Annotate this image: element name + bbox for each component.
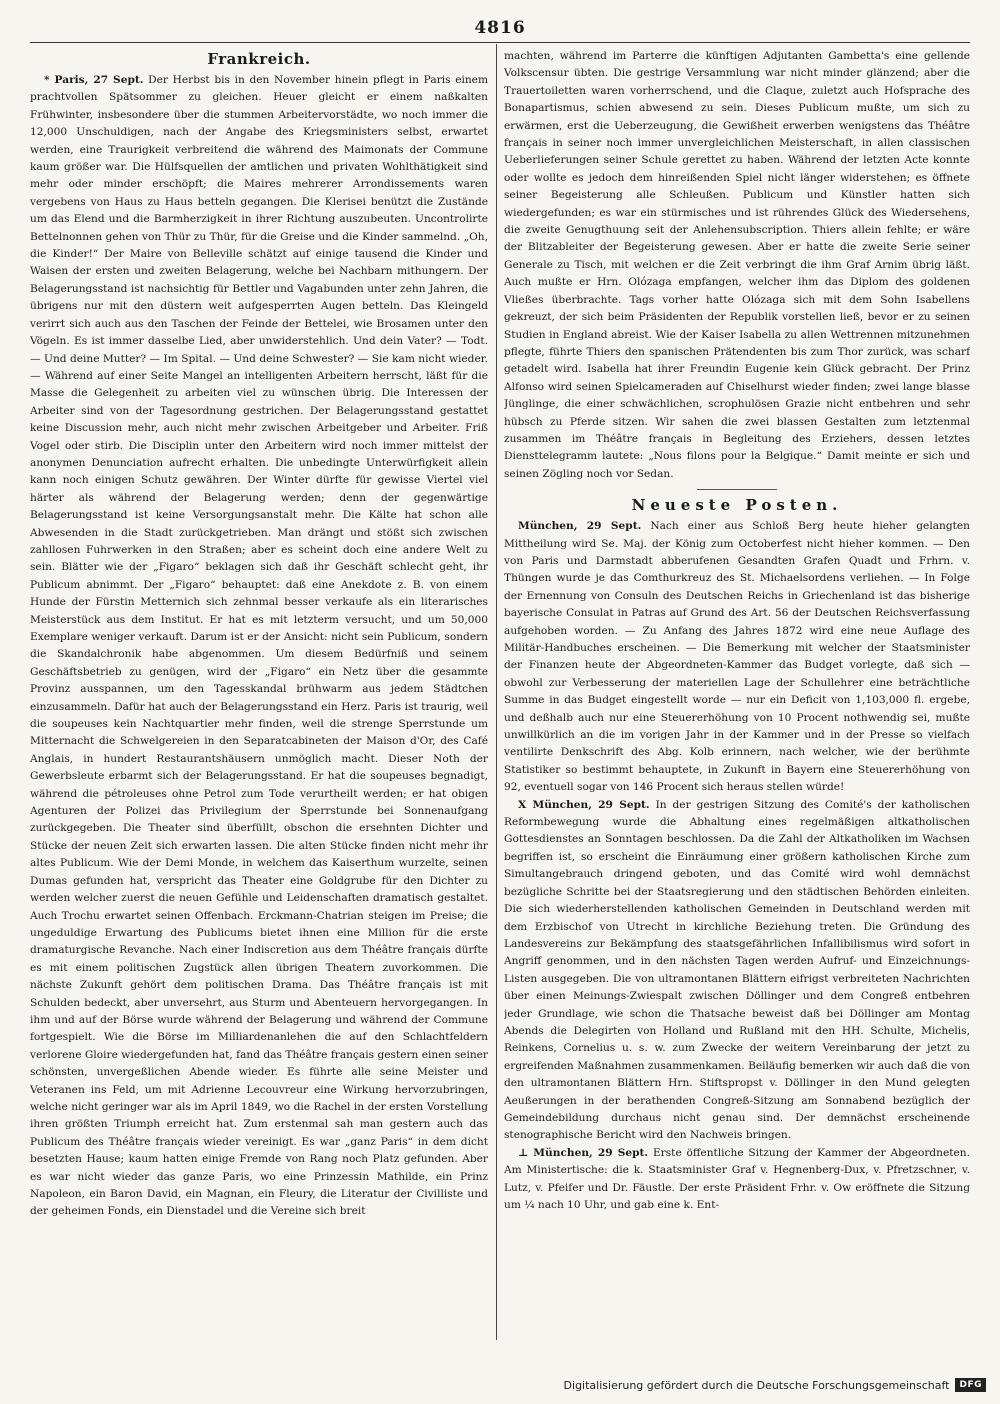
article-muenchen-1 (504, 518, 970, 797)
article-body: Erste öffentliche Sitzung der Kammer der Abgeordneten. Am Ministertische: die k. Staatsminister Graf v. Hegnenberg-Dux, v. Pfretzschner, v. Lutz, v. Pfeifer und Dr. Fäustle. Der erste Präsident Frhr. v. Ow eröffnete die Sitzung um ¼ nach 10 Uhr, und gab eine k. Ent- (504, 1146, 970, 1211)
section-heading-frankreich: Frankreich. (207, 50, 311, 68)
right-column (504, 48, 970, 1338)
left-column (30, 48, 488, 1338)
dfg-logo: DFG (955, 1378, 986, 1392)
article-body: Der Herbst bis in den November hinein pflegt in Paris einem prachtvollen Spätsommer zu gleichen. Heuer gleicht er einem naßkalten Frühwinter, insbesondere über die stummen Arbeitervorstädte, wo noch immer die 12,000 Unschuldigen, nach der Angabe des Kriegsministers selbst, erwartet werden, eine Traurigkeit verbreitend die während des Maimonats der Commune kaum größer war. Die Hülfsquellen der amtlichen und privaten Wohlthätigkeit sind mehr oder minder erschöpft; die Maires mehrerer Arrondissements waren vergebens von Haus zu Haus betteln gegangen. Die Klerisei benützt die Zustände um das Elend und die Barmherzigkeit in ihrer Richtung auszubeuten. Uncontrolirte Bettelnonnen gehen von Thür zu Thür, für die Greise und die Kinder sammelnd. „Oh, die Kinder!“ Der Maire von Belleville schätzt auf einige tausend die Kinder und Waisen der ersten und zweiten Belagerung, welche bei Nachbarn mithungern. Der Belagerungsstand ist nachsichtig für Bettler und Vagabunden unter zehn Jahren, die übrigens nur mit den düstern weit aufgesperrten Augen betteln. Das Kleingeld verirrt sich auch aus den Taschen der Feinde der Bettelei, wie Brosamen unter den Vögeln. Es ist immer dasselbe Lied, aber unwiderstehlich. Und dein Vater? — Todt. — Und deine Mutter? — Im Spital. — Und deine Schwester? — Sie kam nicht wieder. — Während auf einer Seite Mangel an intelligenten Arbeitern herrscht, läßt für die Masse die Gelegenheit zu arbeiten viel zu wünschen übrig. Die Interessen der Arbeiter sind von der Tagesordnung gestrichen. Der Belagerungsstand gestattet keine Discussion mehr, auch nicht mehr zwischen Arbeitgeber und Arbeiter. Friß Vogel oder stirb. Die Disciplin unter den Arbeitern wird noch immer mittelst der anonymen Denunciation aufrecht erhalten. Die unbedingte Unterwürfigkeit allein kann noch einigen Schutz gewähren. Der Winter dürfte für gewisse Viertel viel härter als während der Belagerung werden; denn der gegenwärtige Belagerungsstand ist keine Versorgungsanstalt mehr. Die Kälte hat schon alle Abwesenden in die Stadt zurückgetrieben. Man drängt und stößt sich zwischen zahllosen Fuhrwerken in den Straßen; aber es scheint doch eine andere Welt zu sein. Blätter wie der „Figaro“ beklagen sich daß ihr Geschäft schlecht geht, ihr Publicum abnimmt. Der „Figaro“ behauptet: daß eine Anekdote z. B. von einem Hunde der Fürstin Metternich sich zehnmal besser verkaufe als ein literarisches Meisterstück aus dem Institut. Er hat es mit letzterm versucht, und um 50,000 Exemplare weniger verkauft. Darum ist er der Ansicht: nicht sein Publicum, sondern die Skandalchronik habe abgenommen. Um diesem Bedürfniß und seinem Geschäftsbetrieb zu genügen, wird der „Figaro“ ein Netz über die gesammte Provinz ausspannen, um den Tagesskandal brühwarm aus jedem Städtchen einzusammeln. Dafür hat auch der Belagerungsstand ein Herz. Paris ist traurig, weil die soupeuses kein Nachtquartier mehr finden, weil die strenge Sperrstunde um Mitternacht die Schwelgereien in den Separatcabineten der Maison d'Or, des Café Anglais, in hundert Restaurantshäusern unmöglich macht. Dieser Noth der Gewerbsleute erbarmt sich der Belagerungsstand. Er hat die soupeuses begnadigt, während die pétroleuses ohne Petrol zum Tode verurtheilt werden; er hat obigen Agenturen der Polizei das Privilegium der Sperrstunde bei Sonnenaufgang zurückgegeben. Die Theater sind überfüllt, obschon die ersehnten Dichter und Stücke der neuen Zeit sich erwarten lassen. Die alten Stücke finden nicht mehr ihr altes Publicum. Wie der Demi Monde, in welchem das Kaiserthum wurzelte, seinen Dumas gefunden hat, verspricht das Theater eine Goldgrube für den Dichter zu werden welcher zuerst die neuen Gefühle und Leidenschaften dramatisch gestaltet. Auch Trochu erwartet seinen Offenbach. Erckmann-Chatrian steigen im Preise; die ungeduldige Erwartung des Publicums bietet ihnen eine Million für die erste dramaturgische Revanche. Nach einer Indiscretion aus dem Théâtre français dürfte es mit einem politischen Zugstück allen übrigen Theatern zuvorkommen. Die nächste Zukunft gehört dem politischen Drama. Das Théâtre français ist mit Schulden bedeckt, aber unversehrt, aus Sturm und Abenteuern hervorgegangen. In ihm und auf der Börse wurde während der Belagerung und während der Commune fortgespielt. Wie die Börse im Milliardenanlehen die auf den Schlachtfeldern verlorene Gloire wiedergefunden hat, fand das Théâtre français gestern einen seiner schönsten, unvergeßlichen Abende wieder. Es führte alle seine Meister und Veteranen ins Feld, um mit Adrienne Lecouvreur eine Wirkung hervorzubringen, welche nicht geringer war als im April 1849, wo die Rachel in der ersten Vorstellung ihren größten Triumph erreicht hat. Zum erstenmal sah man gestern auch das Publicum des Théâtre français wieder vereinigt. Es war „ganz Paris“ in dem dicht besetzten Hause; kaum hatten einige Fremde von Rang noch Platz gefunden. Aber es war nicht wieder das ganze Paris, wo eine Prinzessin Mathilde, ein Prinz Napoleon, ein Baron David, ein Magnan, ein Fleury, die Literatur der Civilliste und der geheimen Fonds, ein Dienstadel und die Vereine sich breit (30, 74, 488, 1218)
article-body: In der gestrigen Sitzung des Comité's der katholischen Reformbewegung wurde die Abhaltung eines regelmäßigen altkatholischen Gottesdienstes an Sonntagen beschlossen. Da die Zahl der Altkatholiken im Wachsen begriffen ist, so erscheint die Einräumung einer größern katholischen Kirche zum Simultangebrauch dringend geboten, und das Comité wird wohl demnächst bezügliche Schritte bei der Staatsregierung und den städtischen Behörden einleiten. Die sich wiederherstellenden katholischen Gemeinden in Deutschland werden mit dem Erzbischof von Utrecht in kirchliche Beziehung treten. Die Gründung des Landesvereins zur Bekämpfung des staatsgefährlichen Infallibilismus wird sofort in Angriff genommen, und in den nächsten Tagen werden Aufruf- und Einzeichnungs-Listen ausgegeben. Die von ultramontanen Blättern eifrigst verbreiteten Nachrichten über einen Meinungs-Zwiespalt zwischen Döllinger und dem Congreß entbehren jeder Grundlage, wie schon die Thatsache beweist daß bei Döllinger am Montag Abends die Delegirten von Holland und Rußland mit den HH. Schulte, Michelis, Reinkens, Cornelius u. s. w. zum Zwecke der weitern Vereinbarung der jetzt zu ergreifenden Maßnahmen zusammenkamen. Beiläufig bemerken wir auch daß die von den ultramontanen Blättern Hrn. Stiftspropst v. Döllinger in den Mund gelegten Aeußerungen in der berathenden Congreß-Sitzung am Sonnabend bezüglich der Gemeindebildung durchaus nicht genau sind. Der demnächst erscheinende stenographische Bericht wird den Nachweis bringen. (504, 798, 970, 1142)
header-rule (30, 42, 970, 43)
article-paris-continued: machten, während im Parterre die künftigen Adjutanten Gambetta's eine gellende Volkscensur übten. Die gestrige Versammlung war nicht minder glänzend; aber die Trauertoiletten waren vorherrschend, und die Claque, zuletzt auch Hofsprache des Bonapartismus, schien abwesend zu sein. Dieses Publicum mußte, um sich zu erwärmen, erst die Ueberzeugung, die Gewißheit erwerben wenigstens das Théâtre français in seiner noch immer unvergleichlichen Meisterschaft, in allen classischen Ueberlieferungen seiner Schule gerettet zu haben. Während der letzten Acte konnte oder wollte es jedoch dem hinreißenden Spiel nicht länger widerstehen; es öffnete seiner Begeisterung alle Schleußen. Publicum und Künstler hatten sich wiedergefunden; es war ein stürmisches und ist rührendes Glück des Wiedersehens, die zweite Genugthuung seit der Anlehensubscription. Thiers allein fehlte; er wäre der Blitzableiter der Begeisterung gewesen. Aber er hatte die zweite Serie seiner Generale zu Tisch, mit welchen er die Zeit verbringt die ihm Graf Arnim übrig läßt. Auch mußte er Hrn. Olózaga empfangen, welcher ihm das Diplom des goldenen Vließes überbrachte. Tags vorher hatte Olózaga sich mit dem Sohn Isabellens gekreuzt, der sich beim Präsidenten der Republik vorstellen ließ, bevor er zu seinen Studien in England abreist. Wie der Kaiser Isabella zu allen Wettrennen mitzunehmen pflegte, führte Thiers den spanischen Prätendenten bis zum Thor zurück, was scharf getadelt wird. Isabella hat ihrer Freundin Eugenie kein Glück gebracht. Der Prinz Alfonso wird seinen Spielcameraden auf Chiselhurst wieder finden; zwei lange blasse Jünglinge, die einer schwächlichen, scrophulösen Grazie nicht entbehren und sehr hübsch zu Pferde sitzen. Wir sahen die zwei blassen Gestalten zum letztenmal zusammen im Théâtre français in Begleitung des Erziehers, dessen letztes Diensttelegramm lautete: „Nous filons pour la Belgique.“ Damit meinte er sich und seinen Zögling noch vor Sedan. (504, 50, 970, 480)
article-paris (30, 72, 488, 1221)
section-heading-neueste-posten: Neueste Posten. (631, 496, 843, 515)
article-dateline: ⊥ München, 29 Sept. (518, 1146, 649, 1159)
article-dateline: München, 29 Sept. (518, 520, 642, 533)
article-dateline: X München, 29 Sept. (518, 798, 650, 811)
article-muenchen-2 (504, 797, 970, 1145)
section-rule (697, 489, 777, 490)
article-body: Nach einer aus Schloß Berg heute hieher gelangten Mittheilung wird Se. Maj. der König zum Octoberfest nicht hieher kommen. — Den von Paris und Darmstadt abberufenen Gesandten Grafen Quadt und Frhrn. v. Thüngen wurde je das Comthurkreuz des St. Michaelsordens verliehen. — In Folge der Ernennung von Consuln des Deutschen Reichs in Griechenland ist das bisherige bayerische Consulat in Patras auf Grund des Art. 56 der Deutschen Reichsverfassung aufgehoben worden. — Zu Anfang des Jahres 1872 wird eine neue Auflage des Militär-Handbuches erscheinen. — Die Bemerkung mit welcher der Staatsminister der Finanzen heute der Abgeordneten-Kammer das Budget vorlegte, daß sich — obwohl zur Verbesserung der materiellen Lage der Schullehrer eine beträchtliche Summe in das Budget eingestellt worde — nur ein Deficit von 1,103,000 fl. ergebe, und deßhalb auch nur eine Steuererhöhung von 10 Procent nothwendig sei, mußte unwillkürlich an die im vorigen Jahr in der Kammer und in der Presse so vielfach ventilirte Denkschrift des Abg. Kolb erinnern, nach welcher, wie der berühmte Statistiker so bestimmt behauptete, in Zukunft in Bayern eine Steuererhöhung von 92, eventuell sogar von 146 Procent sich heraus stellen würde! (504, 520, 970, 794)
article-muenchen-3 (504, 1145, 970, 1215)
digitization-footer (564, 1378, 986, 1392)
page-number: 4816 (474, 18, 526, 38)
article-dateline: * Paris, 27 Sept. (44, 74, 144, 86)
footer-text: Digitalisierung gefördert durch die Deutsche Forschungsgemeinschaft (563, 1378, 950, 1392)
column-divider (496, 44, 497, 1340)
